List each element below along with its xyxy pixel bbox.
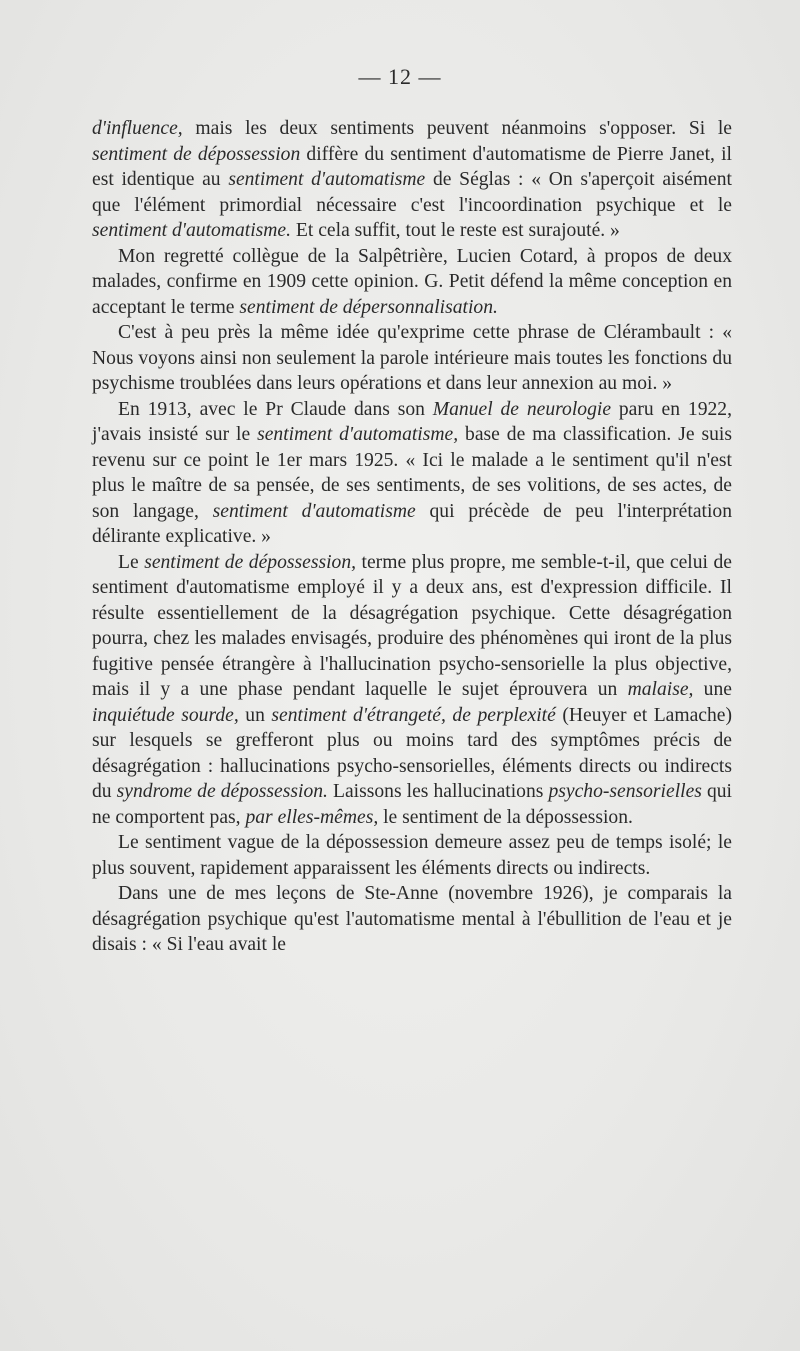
- paragraph: [92, 244, 732, 321]
- paragraph: [92, 397, 732, 550]
- italic-text: sentiment d'automatisme,: [257, 424, 459, 445]
- italic-text: malaise,: [627, 679, 694, 700]
- text-run: terme plus propre, me semble-t-il, que celui de sentiment d'automatisme employé il y a deux ans, est d'expression difficile. Il résulte essentiellement de la désagrégation psychique. Cette désagrégation pourra, chez les malades envisagés, produire des phénomènes qui iront de la plus fugitive pensée étrangère à l'hallucination psycho-sensorielle la plus objective, mais il y a une phase pendant laquelle le sujet éprouvera un: [92, 551, 732, 700]
- italic-text: sentiment d'automatisme.: [92, 220, 292, 241]
- text-run: Dans une de mes leçons de Ste-Anne (novembre 1926), je comparais la désagrégation psychique qu'est l'automatisme mental à l'ébullition de l'eau et je disais : « Si l'eau avait le: [92, 883, 732, 955]
- italic-text: sentiment de dépossession,: [144, 551, 357, 573]
- text-run: mais les deux sentiments peuvent néanmoins s'opposer. Si le: [182, 118, 732, 139]
- italic-text: syndrome de dépossession.: [116, 781, 328, 802]
- italic-text: sentiment d'automatisme: [228, 169, 426, 190]
- italic-text: d'influence,: [92, 118, 183, 139]
- text-run: un: [238, 704, 272, 726]
- italic-text: sentiment d'automatisme: [212, 500, 416, 522]
- text-run: (Heuyer et Lamache) sur lesquels se grefferont plus ou moins tard des symptômes précis de désagrégation : hallucinations psycho-sensorielles, éléments directs ou indirects du: [92, 704, 733, 802]
- text-run: Le: [118, 551, 145, 573]
- text-run: le sentiment de la dépossession.: [378, 806, 633, 828]
- italic-text: sentiment de dépossession: [92, 143, 301, 165]
- text-run: Le sentiment vague de la dépossession demeure assez peu de temps isolé; le plus souvent, rapidement apparaissent les éléments directs ou indirects.: [92, 832, 732, 879]
- paragraph: [92, 116, 732, 244]
- text-run: diffère du sentiment d'automatisme de Pierre Janet, il est identique au: [92, 143, 732, 190]
- text-run: Laissons les hallucinations: [327, 781, 549, 802]
- italic-text: Manuel de neurologie: [432, 398, 612, 420]
- italic-text: inquiétude sourde,: [92, 704, 239, 726]
- text-run: Mon regretté collègue de la Salpêtrière, Lucien Cotard, à propos de deux malades, confirme en 1909 cette opinion. G. Petit défend la même conception en acceptant le terme: [92, 245, 732, 318]
- text-run: En 1913, avec le Pr Claude dans son: [118, 398, 433, 420]
- text-run: de Séglas : « On s'aperçoit aisément que l'élément primordial nécessaire c'est l'incoordination psychique et le: [92, 169, 732, 216]
- body-text: [92, 116, 732, 958]
- text-run: qui précède de peu l'interprétation délirante explicative. »: [92, 500, 732, 547]
- italic-text: sentiment d'étrangeté, de perplexité: [271, 704, 556, 726]
- text-run: qui ne comportent pas,: [92, 781, 733, 828]
- paragraph: [92, 550, 732, 831]
- text-run: Et cela suffit, tout le reste est surajouté. »: [291, 220, 620, 241]
- page-number: — 12 —: [358, 64, 442, 89]
- text-run: une: [693, 679, 732, 700]
- paragraph: [92, 881, 732, 958]
- italic-text: psycho-sensorielles: [548, 781, 702, 802]
- text-run: C'est à peu près la même idée qu'exprime cette phrase de Clérambault : « Nous voyons ainsi non seulement la parole intérieure mais toutes les fonctions du psychisme troublées dans leurs opérations et dans leur annexion au moi. »: [92, 322, 732, 394]
- italic-text: par elles-mêmes,: [245, 806, 379, 828]
- paragraph: [92, 830, 732, 881]
- paragraph: [92, 320, 732, 397]
- italic-text: sentiment de dépersonnalisation.: [239, 296, 498, 318]
- text-run: paru en 1922, j'avais insisté sur le: [92, 398, 732, 445]
- text-run: base de ma classification. Je suis revenu sur ce point le 1er mars 1925. « Ici le malade a le sentiment qu'il n'est plus le maître de sa pensée, de ses sentiments, de ses volitions, de ses actes, de son langage,: [92, 424, 732, 522]
